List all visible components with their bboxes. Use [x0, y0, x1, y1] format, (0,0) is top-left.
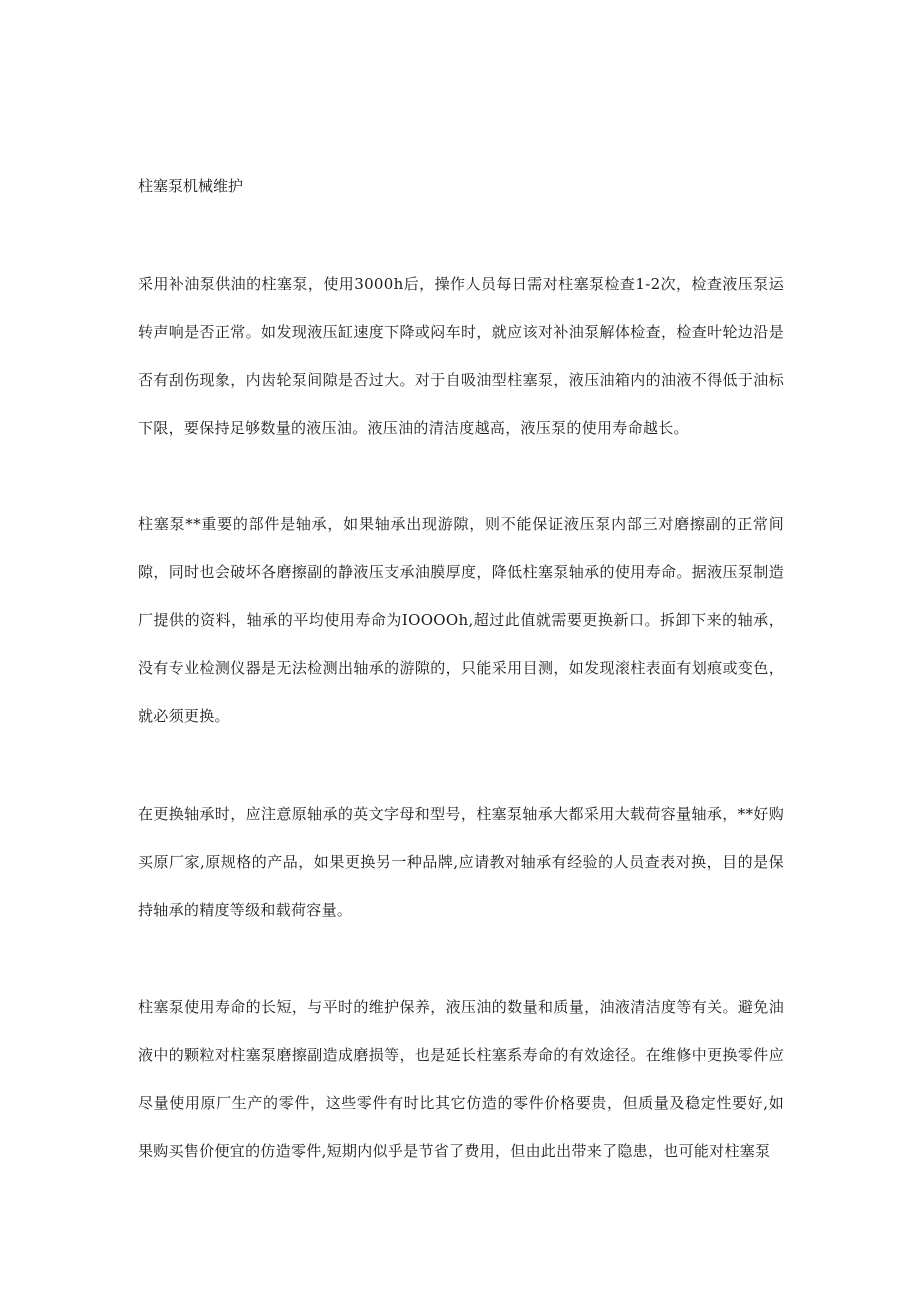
paragraph-2: 柱塞泵**重要的部件是轴承，如果轴承出现游隙，则不能保证液压泵内部三对磨擦副的正常间隙，同时也会破坏各磨擦副的静液压支承油膜厚度，降低柱塞泵轴承的使用寿命。据液压泵制造厂提供的资料，轴承的平均使用寿命为IOOOOh,超过此值就需要更换新口。拆卸下来的轴承，没有专业检测仪器是无法检测出轴承的游隙的，只能采用目测，如发现滚柱表面有划痕或变色，就必须更换。 [138, 515, 784, 725]
paragraph-1: 采用补油泵供油的柱塞泵，使用3000h后，操作人员每日需对柱塞泵检查1-2次，检查液压泵运转声响是否正常。如发现液压缸速度下降或闷车时，就应该对补油泵解体检查，检查叶轮边沿是否有刮伤现象，内齿轮泵间隙是否过大。对于自吸油型柱塞泵，液压油箱内的油液不得低于油标下限，要保持足够数量的液压油。液压油的清洁度越高，液压泵的使用寿命越长。 [138, 275, 784, 437]
paragraph-4: 柱塞泵使用寿命的长短，与平时的维护保养，液压油的数量和质量，油液清洁度等有关。避免油液中的颗粒对柱塞泵磨擦副造成磨损等，也是延长柱塞系寿命的有效途径。在维修中更换零件应尽量使用原厂生产的零件，这些零件有时比其它仿造的零件价格要贵，但质量及稳定性要好,如果购买售价便宜的仿造零件,短期内似乎是节省了费用，但由此出带来了隐患，也可能对柱塞泵 [138, 998, 784, 1160]
paragraph-3: 在更换轴承时，应注意原轴承的英文字母和型号，柱塞泵轴承大都采用大载荷容量轴承，**好购买原厂家,原规格的产品，如果更换另一种品牌,应请教对轴承有经验的人员查表对换，目的是保持轴承的精度等级和载荷容量。 [138, 805, 784, 919]
document-title: 柱塞泵机械维护 [138, 177, 244, 195]
